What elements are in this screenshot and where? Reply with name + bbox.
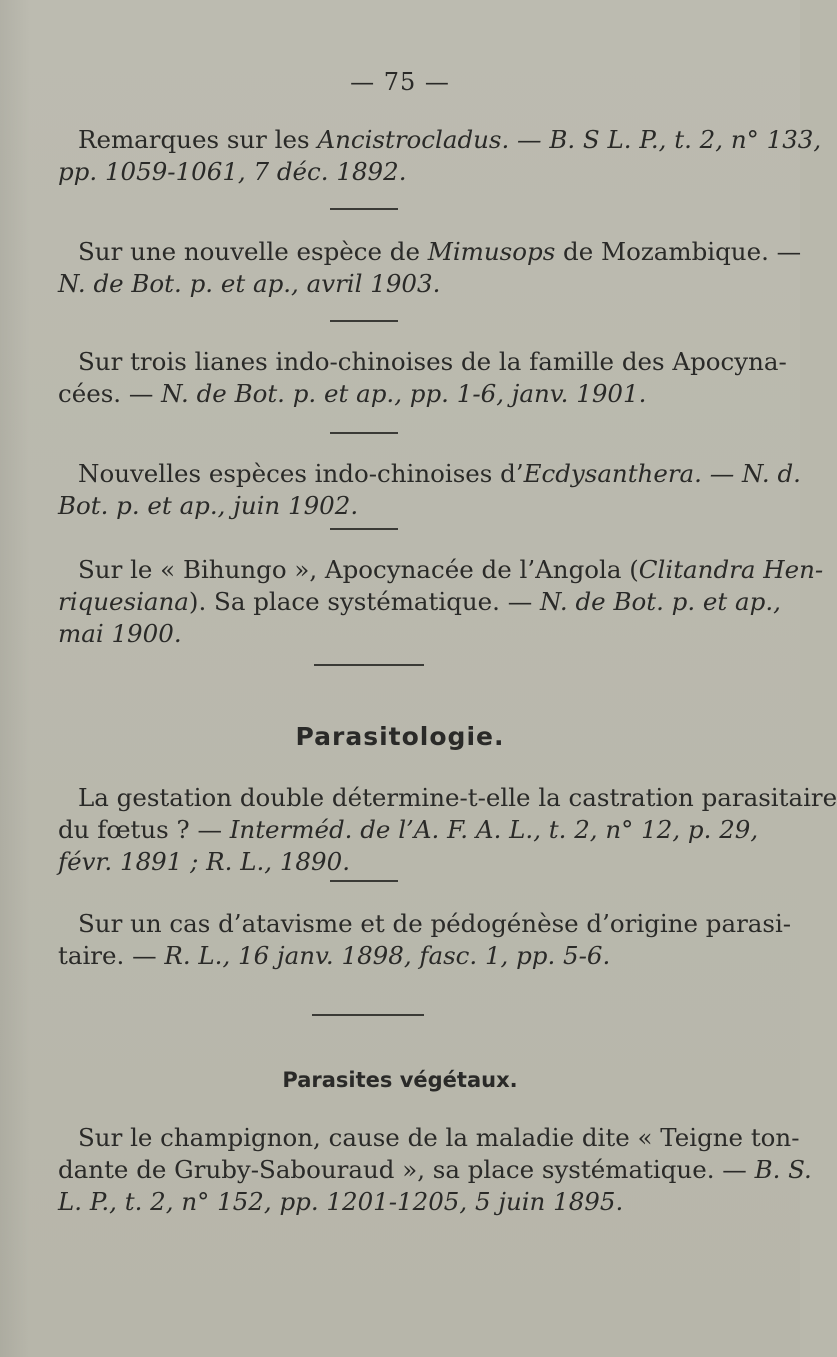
entry-citation: N. de Bot. p. et ap., pp. 1-6, janv. 1901. — [161, 379, 647, 408]
entry-line — [58, 618, 708, 650]
section-heading-parasitologie: Parasitologie. — [295, 722, 505, 751]
entry-citation: mai 1900. — [58, 619, 182, 648]
entry-text: Nouvelles espèces indo-chinoises d’ — [78, 459, 524, 488]
entry-line — [58, 490, 708, 522]
bibliography-entry-gestation — [58, 782, 837, 878]
entry-line — [58, 814, 759, 846]
entry-line — [58, 268, 708, 300]
entry-line — [78, 1122, 800, 1154]
entry-citation: N. de Bot. p. et ap., avril 1903. — [58, 269, 441, 298]
entry-taxon: Clitandra Hen- — [638, 555, 824, 584]
entry-text: La gestation double détermine-t-elle la castration parasitaire — [78, 783, 837, 812]
entry-line — [78, 346, 787, 378]
entry-citation: pp. 1059-1061, 7 déc. 1892. — [58, 157, 407, 186]
entry-line — [78, 554, 824, 586]
entry-citation: Ancistrocladus. — B. S L. P., t. 2, n° 133, — [317, 125, 822, 154]
entry-text: Sur une nouvelle espèce de — [78, 237, 428, 266]
page-number: — 75 — — [350, 68, 450, 96]
entry-text: Sur un cas d’atavisme et de pédogénèse d’origine parasi- — [78, 909, 792, 938]
entry-text: cées. — — [58, 379, 162, 408]
entry-line — [78, 908, 792, 940]
entry-taxon: Mimusops — [427, 237, 556, 266]
bibliography-entry-ancistrocladus — [58, 124, 822, 188]
separator-rule — [330, 880, 398, 882]
entry-text: Sur le « Bihungo », Apocynacée de l’Angola ( — [78, 555, 639, 584]
entry-line — [78, 458, 801, 490]
separator-rule — [330, 528, 398, 530]
separator-rule — [330, 208, 398, 210]
separator-rule — [330, 320, 398, 322]
entry-line — [58, 940, 708, 972]
entry-text: de Mozambique. — — [555, 237, 802, 266]
separator-rule — [330, 432, 398, 434]
bibliography-entry-atavisme — [58, 908, 792, 972]
entry-line — [78, 236, 802, 268]
entry-citation: B. S. — [754, 1155, 812, 1184]
entry-citation: Bot. p. et ap., juin 1902. — [58, 491, 359, 520]
entry-line — [58, 1154, 812, 1186]
entry-line — [58, 586, 781, 618]
entry-citation: L. P., t. 2, n° 152, pp. 1201-1205, 5 juin 1895. — [58, 1187, 624, 1216]
separator-rule — [314, 664, 424, 666]
entry-citation: N. de Bot. p. et ap., — [540, 587, 781, 616]
entry-line — [58, 846, 708, 878]
bibliography-entry-mimusops — [58, 236, 802, 300]
entry-citation: Interméd. de l’A. F. A. L., t. 2, n° 12, p. 29, — [229, 815, 759, 844]
entry-line — [78, 124, 822, 156]
entry-line — [58, 156, 708, 188]
entry-text: Remarques sur les — [78, 125, 318, 154]
entry-citation: Ecdysanthera. — N. d. — [523, 459, 801, 488]
entry-text: dante de Gruby-Sabouraud », sa place systématique. — — [58, 1155, 755, 1184]
entry-citation: R. L., 16 janv. 1898, fasc. 1, pp. 5-6. — [164, 941, 611, 970]
entry-text: du fœtus ? — — [58, 815, 230, 844]
entry-line — [58, 378, 708, 410]
entry-taxon: riquesiana — [58, 587, 189, 616]
entry-text: taire. — — [58, 941, 165, 970]
section-heading-parasites-vegetaux: Parasites végétaux. — [282, 1068, 518, 1092]
entry-text: ). Sa place systématique. — — [188, 587, 541, 616]
bibliography-entry-teigne — [58, 1122, 812, 1218]
entry-line — [78, 782, 837, 814]
entry-citation: févr. 1891 ; R. L., 1890. — [58, 847, 350, 876]
bibliography-entry-ecdysanthera — [58, 458, 801, 522]
bibliography-entry-bihungo — [58, 554, 824, 650]
entry-text: Sur trois lianes indo-chinoises de la famille des Apocyna- — [78, 347, 787, 376]
bibliography-entry-apocynacees — [58, 346, 787, 410]
entry-text: Sur le champignon, cause de la maladie dite « Teigne ton- — [78, 1123, 800, 1152]
entry-line — [58, 1186, 708, 1218]
separator-rule — [312, 1014, 424, 1016]
